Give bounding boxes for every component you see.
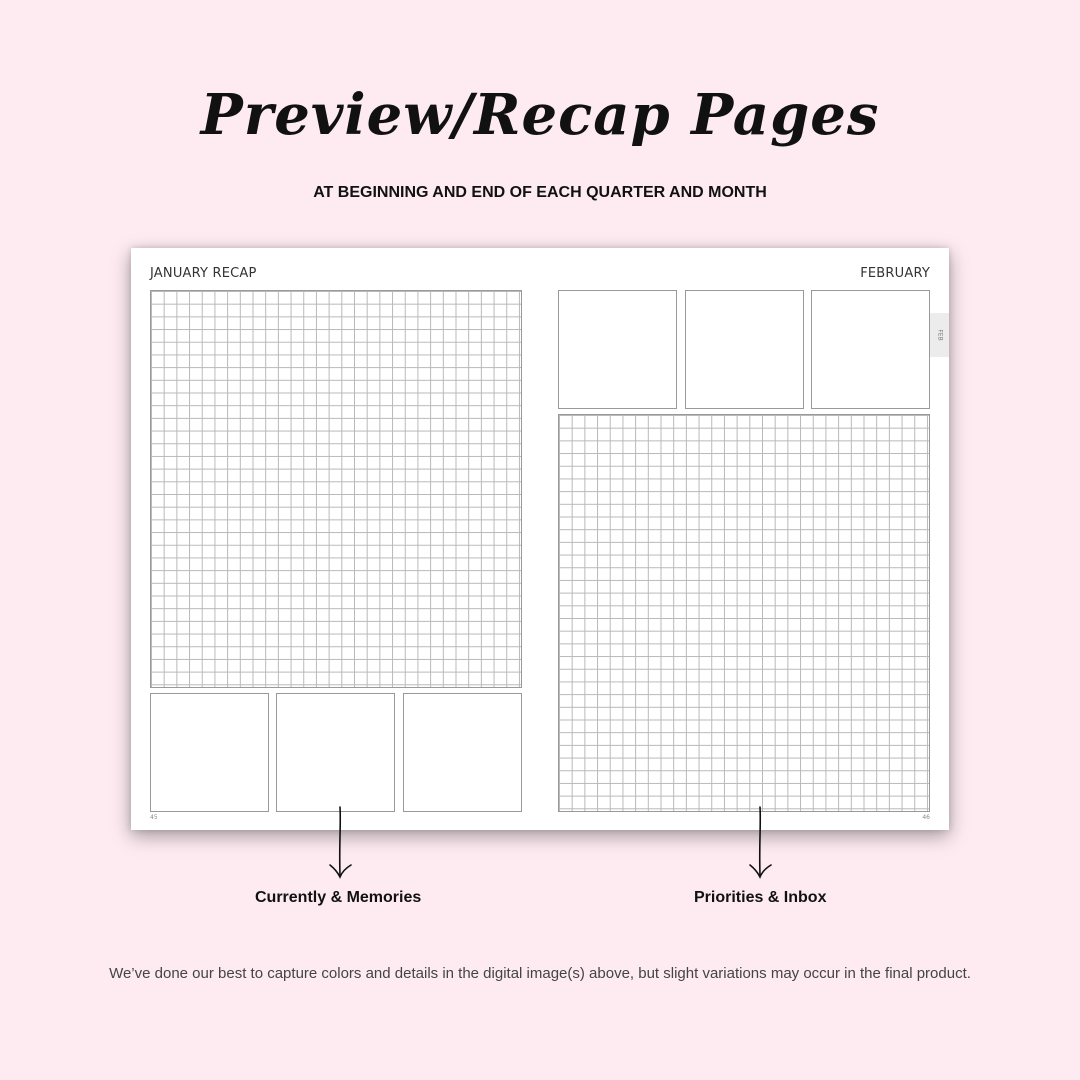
right-page-number: 46 bbox=[922, 814, 930, 821]
planner-spread bbox=[131, 248, 949, 830]
disclaimer-text: We’ve done our best to capture colors and details in the digital image(s) above, but slight variations may occur in the final product. bbox=[109, 965, 971, 982]
left-page-number: 45 bbox=[150, 814, 158, 821]
month-tab-feb[interactable] bbox=[930, 313, 949, 357]
right-box-3 bbox=[811, 290, 930, 409]
right-grid-area bbox=[558, 414, 930, 812]
right-box-1 bbox=[558, 290, 677, 409]
page-subtitle: AT BEGINNING AND END OF EACH QUARTER AND MONTH bbox=[313, 184, 767, 201]
page-title: Preview/Recap Pages bbox=[200, 82, 880, 148]
callout-left: Currently & Memories bbox=[255, 889, 422, 906]
month-tab-label: FEB bbox=[936, 329, 943, 341]
left-grid-area bbox=[150, 290, 522, 688]
down-arrow-icon bbox=[325, 805, 355, 881]
left-page-heading: JANUARY RECAP bbox=[150, 266, 257, 281]
right-box-2 bbox=[685, 290, 804, 409]
down-arrow-icon bbox=[745, 805, 775, 881]
right-page-heading: FEBRUARY bbox=[860, 266, 930, 281]
callout-right: Priorities & Inbox bbox=[694, 889, 827, 906]
left-box-1 bbox=[150, 693, 269, 812]
left-box-3 bbox=[403, 693, 522, 812]
left-box-2 bbox=[276, 693, 395, 812]
